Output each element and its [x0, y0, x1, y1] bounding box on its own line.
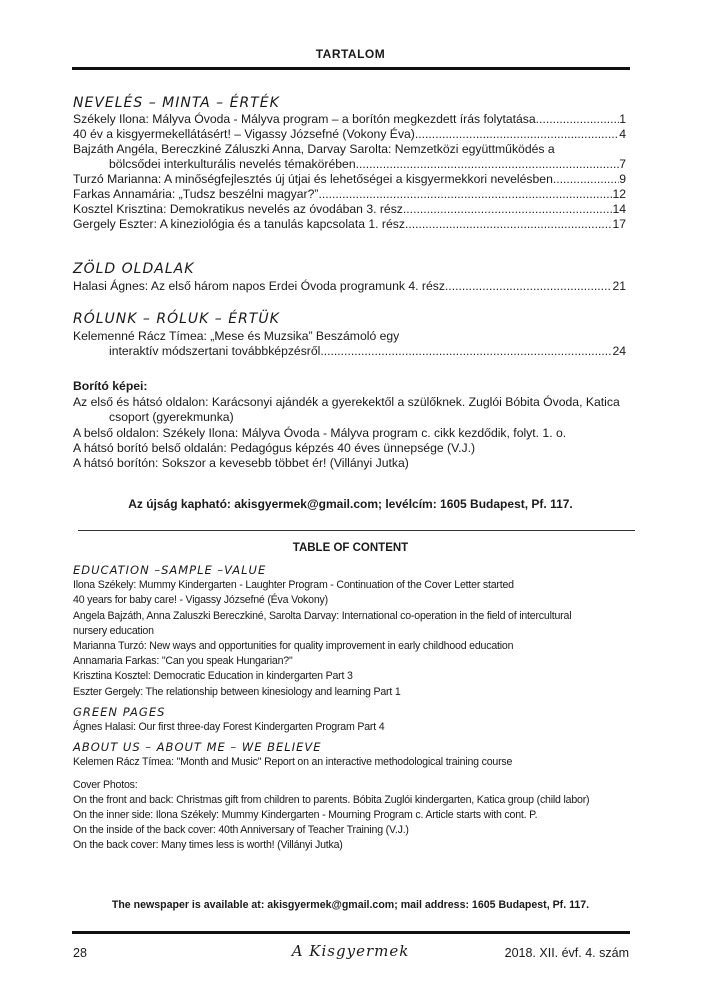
cover-photos-list	[73, 395, 633, 471]
toc-entry: Székely Ilona: Mályva Óvoda - Mályva program – a borítón megkezdett írás folytatása ..... 1	[73, 112, 626, 127]
section-title-zold-oldalak: ZÖLD OLDALAK	[73, 261, 195, 277]
toc-entry: Gergely Eszter: A kineziológia és a tanulás kapcsolata 1. rész ..... 17	[73, 217, 626, 232]
magazine-name: A Kisgyermek	[291, 942, 410, 960]
toc-list-zold	[73, 279, 626, 294]
toc-entry: Farkas Annamária: „Tudsz beszélni magyar?” ..... 12	[73, 187, 626, 202]
en-cover-line: On the inside of the back cover: 40th Anniversary of Teacher Training (V.J.)	[73, 824, 409, 837]
cover-line-continuation: csoport (gyerekmunka)	[109, 410, 234, 425]
en-line: nursery education	[73, 624, 154, 637]
header-rule	[72, 67, 630, 70]
toc-entry: 40 év a kisgyermekellátásért! – Vigassy Józsefné (Vokony Éva) ..... 4	[73, 127, 626, 142]
section-title-rolunk: RÓLUNK – RÓLUK – ÉRTÜK	[73, 311, 280, 327]
cover-line: A hátsó borítón: Sokszor a kevesebb többet ér! (Villányi Jutka)	[73, 456, 409, 471]
toc-entry: Kosztel Krisztina: Demokratikus nevelés az óvodában 3. rész ..... 14	[73, 202, 626, 217]
en-line: Krisztina Kosztel: Democratic Education in kindergarten Part 3	[73, 670, 353, 683]
en-line: Ilona Székely: Mummy Kindergarten - Laughter Program - Continuation of the Cover Letter started	[73, 579, 514, 592]
en-line: 40 years for baby care! - Vigassy Józsefné (Éva Vokony)	[73, 594, 328, 607]
en-cover-line: On the back cover: Many times less is worth! (Villányi Jutka)	[73, 839, 343, 852]
toc-entry: Kelemenné Rácz Tímea: „Mese és Muzsika” Beszámoló egy	[73, 329, 400, 343]
en-cover-title: Cover Photos:	[73, 778, 138, 791]
section-divider	[78, 530, 635, 531]
en-line: Kelemen Rácz Tímea: "Month and Music" Report on an interactive methodological training course	[73, 756, 513, 769]
cover-photos-title: Borító képei:	[73, 379, 148, 393]
english-toc-title: TABLE OF CONTENT	[292, 542, 409, 554]
page-number: 28	[73, 946, 87, 960]
en-cover-line: On the front and back: Christmas gift from children to parents. Bóbita Zuglói kindergarten, Katica group (child labor)	[73, 793, 590, 806]
page-header-title: TARTALOM	[315, 47, 386, 61]
cover-line: Az első és hátsó oldalon: Karácsonyi ajándék a gyerekektől a szülőknek. Zuglói Bóbita Óvoda, Katica	[73, 395, 620, 409]
en-line: Ágnes Halasi: Our first three-day Forest Kindergarten Program Part 4	[73, 721, 385, 734]
en-line: Angela Bajzáth, Anna Zaluszki Bereczkiné, Sarolta Darvay: International co-operation in the field of intercultural	[73, 609, 572, 622]
footer-rule	[72, 931, 630, 934]
cover-line: A belső oldalon: Székely Ilona: Mályva Óvoda - Mályva program c. cikk kezdődik, folyt. 1. o.	[73, 425, 567, 440]
toc-list-rolunk	[73, 329, 626, 359]
cover-line: A hátsó borító belső oldalán: Pedagógus képzés 40 éves ünnepsége (V.J.)	[73, 440, 476, 455]
en-availability-notice: The newspaper is available at: akisgyermek@gmail.com; mail address: 1605 Budapest, Pf. 117.	[111, 899, 590, 911]
en-section-title-about-us: ABOUT US – ABOUT ME – WE BELIEVE	[73, 740, 322, 755]
en-line: Annamaria Farkas: "Can you speak Hungarian?"	[73, 655, 293, 668]
en-section-title-green-pages: GREEN PAGES	[73, 704, 166, 719]
toc-entry-continuation: bölcsődei interkulturális nevelés témakörében ..... 7	[73, 157, 626, 172]
en-cover-line: On the inner side: Ilona Székely: Mummy Kindergarten - Mourning Program c. Article starts with cont. P.	[73, 809, 538, 822]
toc-entry: Turzó Marianna: A minőségfejlesztés új útjai és lehetőségei a kisgyermekkori nevelésben ..... 9	[73, 172, 626, 187]
toc-list-neveles	[73, 112, 626, 232]
toc-entry: Halasi Ágnes: Az első három napos Erdei Óvoda programunk 4. rész ..... 21	[73, 279, 626, 294]
toc-entry: Bajzáth Angéla, Bereczkiné Záluszki Anna, Darvay Sarolta: Nemzetközi együttműködés a	[73, 142, 555, 156]
english-toc	[73, 563, 633, 854]
en-line: Marianna Turzó: New ways and opportunities for quality improvement in early childhood education	[73, 640, 514, 653]
en-section-title-education: EDUCATION –SAMPLE –VALUE	[73, 563, 267, 577]
hu-availability-notice: Az újság kapható: akisgyermek@gmail.com; levélcím: 1605 Budapest, Pf. 117.	[128, 497, 573, 511]
section-title-neveles: NEVELÉS – MINTA – ÉRTÉK	[73, 95, 280, 111]
issue-info: 2018. XII. évf. 4. szám	[504, 946, 629, 960]
en-line: Eszter Gergely: The relationship between kinesiology and learning Part 1	[73, 685, 401, 698]
toc-entry-continuation: interaktív módszertani továbbképzésről ..... 24	[73, 344, 626, 359]
